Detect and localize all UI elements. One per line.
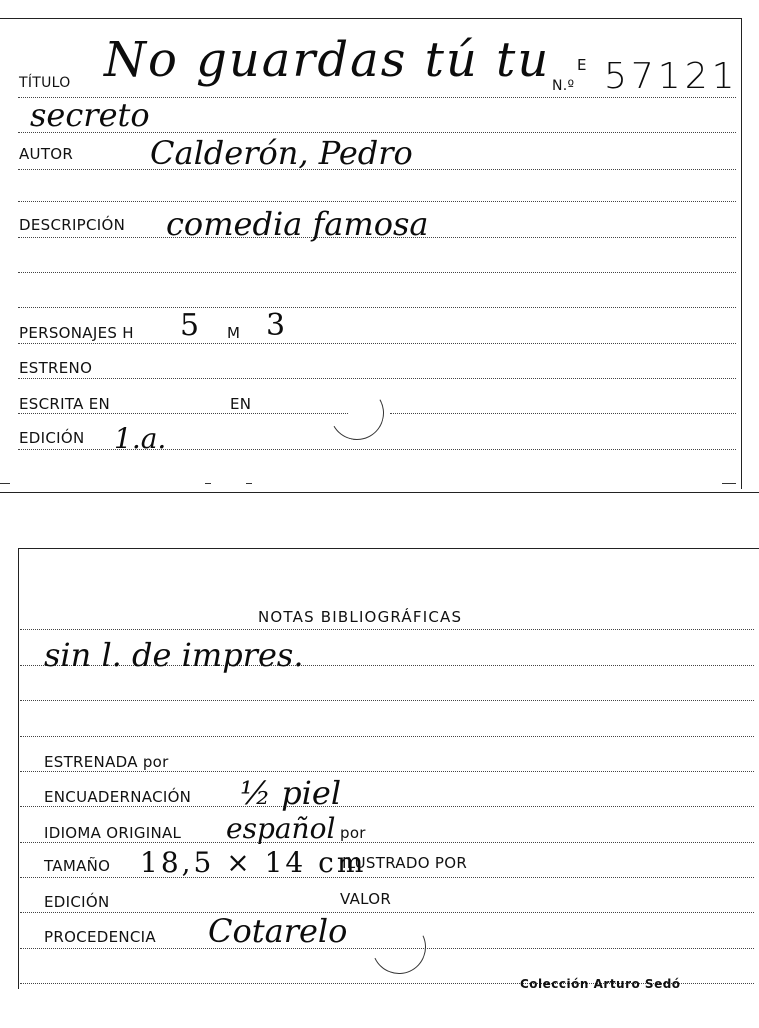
descripcion-value: comedia famosa (166, 205, 429, 243)
ruled-line (20, 912, 754, 913)
personajes-m-value: 3 (266, 308, 286, 343)
en-label: EN (230, 395, 252, 413)
ruled-line (18, 201, 736, 202)
autor-value: Calderón, Pedro (150, 134, 413, 172)
notas-bibliograficas-label: NOTAS BIBLIOGRÁFICAS (258, 608, 463, 626)
numero-prefix: E (577, 56, 587, 74)
procedencia-value: Cotarelo (208, 912, 348, 950)
numero-value: 57121 (604, 56, 739, 97)
encuadernacion-value: ½ piel (240, 774, 342, 812)
personajes-label: PERSONAJES H (19, 324, 134, 342)
card-separator (0, 492, 759, 493)
edicion-bottom-label: EDICIÓN (44, 893, 110, 911)
estrenada-label: ESTRENADA por (44, 753, 169, 771)
ruled-line (18, 343, 736, 344)
estreno-label: ESTRENO (19, 359, 93, 377)
personajes-m-label: M (227, 324, 241, 342)
ruled-line (20, 877, 754, 878)
ruled-line (18, 378, 736, 379)
personajes-h-value: 5 (180, 308, 200, 343)
ilustrado-por-label: ILUSTRADO POR (342, 854, 468, 872)
card-edge-mark (205, 483, 211, 484)
tamano-label: TAMAÑO (44, 857, 111, 875)
idioma-label: IDIOMA ORIGINAL (44, 824, 182, 842)
coleccion-footer: Colección Arturo Sedó (520, 977, 681, 991)
autor-label: AUTOR (19, 145, 74, 163)
ruled-line (20, 842, 754, 843)
ruled-line (390, 413, 736, 414)
edicion-label: EDICIÓN (19, 429, 85, 447)
valor-label: VALOR (340, 890, 392, 908)
encuadernacion-label: ENCUADERNACIÓN (44, 788, 192, 806)
ruled-line (20, 700, 754, 701)
procedencia-label: PROCEDENCIA (44, 928, 156, 946)
titulo-value-continued: secreto (30, 96, 150, 134)
ruled-line (18, 272, 736, 273)
edicion-value: 1.a. (114, 422, 167, 455)
card-edge-mark (722, 483, 736, 484)
tamano-value: 18,5 × 14 cm (140, 846, 367, 879)
titulo-label: TÍTULO (19, 75, 71, 91)
ruled-line (18, 307, 736, 308)
descripcion-label: DESCRIPCIÓN (19, 216, 126, 234)
idioma-value: español (226, 812, 336, 845)
ruled-line (20, 736, 754, 737)
escrita-en-label: ESCRITA EN (19, 395, 111, 413)
ruled-line (18, 413, 348, 414)
ruled-line (20, 771, 754, 772)
ruled-line (20, 806, 754, 807)
card-edge-mark (246, 483, 252, 484)
titulo-value: No guardas tú tu (104, 32, 551, 88)
ruled-line (20, 629, 754, 630)
numero-label: N.º (552, 78, 575, 94)
notas-value: sin l. de impres. (44, 636, 304, 674)
card-edge-mark (0, 483, 10, 484)
por-label: por (340, 824, 366, 842)
